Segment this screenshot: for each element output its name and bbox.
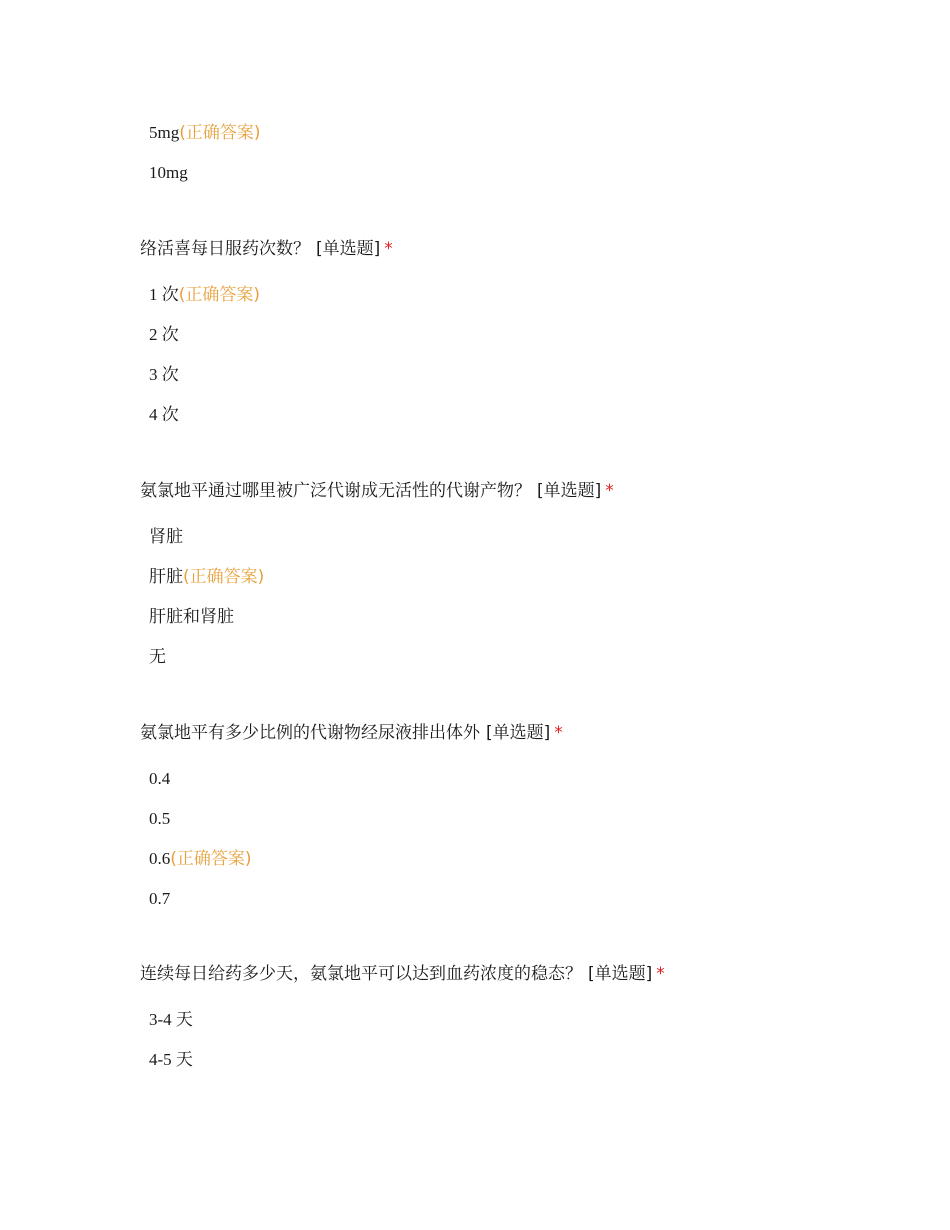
question-type-label: [单选题] [588, 964, 653, 984]
question-text: 氨氯地平有多少比例的代谢物经尿液排出体外 [140, 723, 480, 743]
answer-option [149, 323, 179, 347]
correct-answer-marker: (正确答案) [183, 567, 265, 587]
option-text: 无 [149, 647, 166, 666]
option-text: 3 次 [149, 365, 179, 384]
answer-option [149, 525, 183, 549]
answer-option [149, 887, 170, 911]
question-type-label: [单选题] [486, 723, 551, 743]
option-text: 3-4 天 [149, 1010, 193, 1029]
option-text: 10mg [149, 163, 188, 182]
answer-option [149, 605, 234, 629]
option-text: 4-5 天 [149, 1050, 193, 1069]
correct-answer-marker: (正确答案) [178, 285, 261, 305]
option-text: 4 次 [149, 405, 179, 424]
option-text: 肾脏 [149, 527, 183, 546]
question-type-label: [单选题] [537, 481, 602, 501]
question-text: 连续每日给药多少天，氨氯地平可以达到血药浓度的稳态？ [140, 964, 582, 984]
answer-option [149, 1048, 193, 1072]
question-title [140, 237, 393, 261]
correct-answer-marker: (正确答案) [170, 849, 252, 869]
answer-option [149, 645, 166, 669]
option-text: 5mg [149, 123, 180, 142]
correct-answer-marker: (正确答案) [179, 123, 261, 143]
option-text: 2 次 [149, 325, 179, 344]
option-text: 0.7 [149, 889, 171, 908]
answer-option [149, 767, 170, 791]
option-text: 肝脏和肾脏 [149, 607, 234, 626]
question-type-label: [单选题] [316, 239, 381, 259]
answer-option [149, 807, 170, 831]
answer-option [149, 1008, 193, 1032]
required-asterisk: * [605, 481, 614, 501]
option-text: 0.4 [149, 769, 171, 788]
answer-option [149, 363, 179, 387]
required-asterisk: * [656, 964, 665, 984]
answer-option [149, 161, 188, 185]
question-title [140, 721, 563, 745]
answer-option [149, 121, 261, 145]
option-text: 0.6 [149, 849, 171, 868]
question-text: 氨氯地平通过哪里被广泛代谢成无活性的代谢产物？ [140, 481, 531, 501]
question-title [140, 962, 665, 986]
answer-option [149, 565, 264, 589]
required-asterisk: * [554, 723, 563, 743]
option-text: 1 次 [149, 285, 179, 304]
question-title [140, 479, 614, 503]
required-asterisk: * [384, 239, 393, 259]
option-text: 肝脏 [149, 567, 183, 586]
option-text: 0.5 [149, 809, 171, 828]
answer-option [149, 403, 179, 427]
answer-option [149, 847, 252, 871]
answer-option [149, 283, 260, 307]
question-text: 络活喜每日服药次数？ [140, 239, 310, 259]
